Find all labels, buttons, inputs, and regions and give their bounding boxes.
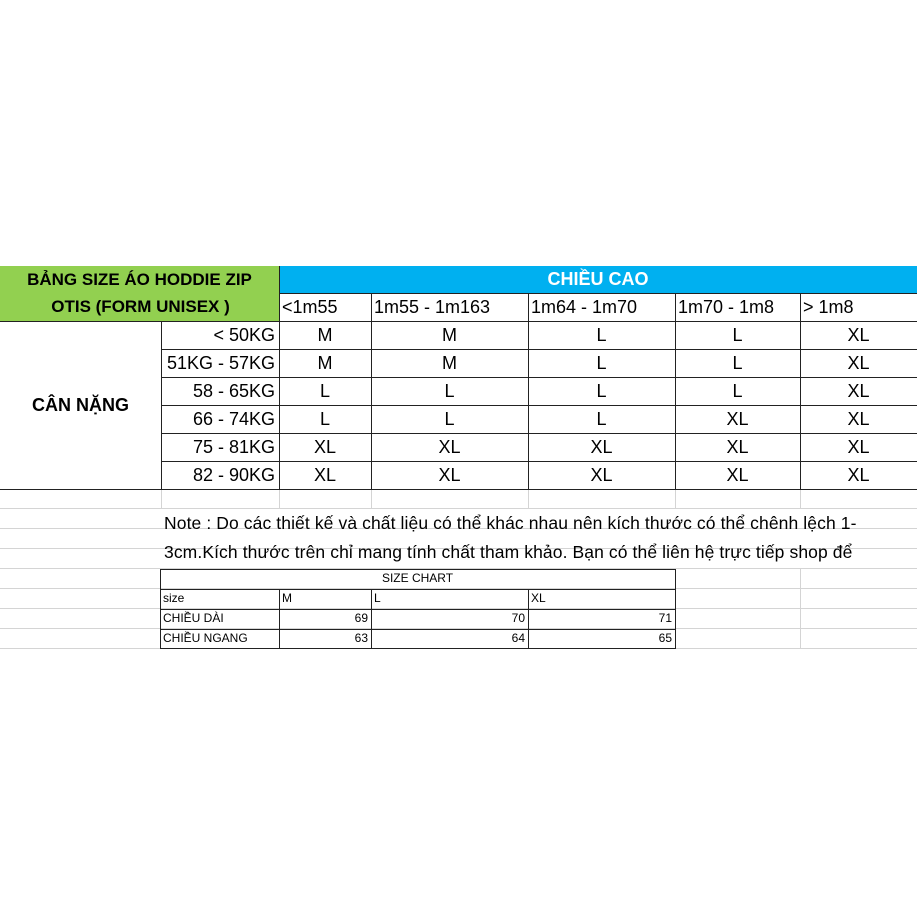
size-chart-value: 70 bbox=[511, 611, 525, 625]
size-cell: L bbox=[596, 325, 607, 345]
height-column-header: 1m64 - 1m70 bbox=[531, 297, 638, 317]
size-chart-header: L bbox=[374, 591, 381, 605]
size-cell: L bbox=[596, 381, 607, 401]
weight-range: 66 - 74KG bbox=[192, 409, 275, 429]
height-column-header: 1m55 - 1m163 bbox=[374, 297, 491, 317]
border bbox=[800, 293, 801, 489]
border bbox=[161, 461, 917, 462]
grid-vline bbox=[675, 489, 676, 509]
border bbox=[279, 589, 280, 649]
border bbox=[160, 569, 161, 649]
size-cell: XL bbox=[438, 465, 461, 485]
border bbox=[161, 405, 917, 406]
border bbox=[528, 589, 529, 649]
size-chart-value: 69 bbox=[354, 611, 368, 625]
height-header: CHIỀU CAO bbox=[279, 266, 917, 293]
size-cell: XL bbox=[726, 437, 749, 457]
height-column-header: 1m70 - 1m8 bbox=[678, 297, 775, 317]
weight-range: 82 - 90KG bbox=[192, 465, 275, 485]
size-cell: L bbox=[596, 409, 607, 429]
border bbox=[528, 293, 529, 489]
size-cell: XL bbox=[847, 437, 870, 457]
border bbox=[279, 266, 280, 489]
border bbox=[371, 589, 372, 649]
height-column-header: <1m55 bbox=[282, 297, 338, 317]
size-chart-value: 63 bbox=[354, 631, 368, 645]
size-cell: L bbox=[596, 353, 607, 373]
size-cell: XL bbox=[726, 409, 749, 429]
size-cell: L bbox=[319, 409, 330, 429]
size-cell: XL bbox=[847, 409, 870, 429]
size-cell: L bbox=[444, 381, 455, 401]
size-cell: M bbox=[442, 325, 457, 345]
size-chart-value: 64 bbox=[511, 631, 525, 645]
size-cell: XL bbox=[847, 325, 870, 345]
border bbox=[160, 648, 676, 649]
note-line-2: 3cm.Kích thước trên chỉ mang tính chất tham khảo. Bạn có thể liên hệ trực tiếp shop để bbox=[164, 542, 853, 562]
size-cell: M bbox=[317, 353, 333, 373]
border bbox=[0, 489, 917, 490]
border bbox=[161, 321, 162, 489]
border bbox=[675, 569, 676, 649]
size-chart-title: SIZE CHART bbox=[381, 571, 454, 585]
border bbox=[161, 433, 917, 434]
border bbox=[161, 349, 917, 350]
size-cell: XL bbox=[590, 465, 613, 485]
size-cell: XL bbox=[313, 437, 337, 457]
border bbox=[279, 293, 917, 294]
grid-vline bbox=[528, 489, 529, 509]
border bbox=[160, 629, 675, 630]
weight-range: < 50KG bbox=[213, 325, 275, 345]
size-chart-header: XL bbox=[531, 591, 546, 605]
size-chart-header: M bbox=[282, 591, 292, 605]
height-column-header: > 1m8 bbox=[803, 297, 854, 317]
size-cell: L bbox=[732, 353, 743, 373]
size-cell: XL bbox=[726, 465, 749, 485]
title-line-1: BẢNG SIZE ÁO HODDIE ZIP bbox=[27, 270, 252, 289]
size-cell: M bbox=[317, 325, 333, 345]
grid-vline bbox=[161, 489, 162, 509]
size-cell: XL bbox=[847, 381, 870, 401]
size-cell: XL bbox=[847, 353, 870, 373]
size-chart-value: 71 bbox=[658, 611, 672, 625]
border bbox=[160, 569, 675, 570]
size-chart-value: 65 bbox=[658, 631, 672, 645]
border bbox=[160, 589, 675, 590]
grid-vline bbox=[279, 489, 280, 509]
border bbox=[675, 293, 676, 489]
size-cell: XL bbox=[847, 465, 870, 485]
size-cell: L bbox=[444, 409, 455, 429]
weight-range: 58 - 65KG bbox=[192, 381, 275, 401]
size-chart-measure: CHIỀU NGANG bbox=[163, 631, 248, 645]
border bbox=[160, 609, 675, 610]
border bbox=[0, 321, 917, 322]
grid-vline bbox=[800, 568, 801, 648]
grid-vline bbox=[800, 489, 801, 509]
weight-range: 75 - 81KG bbox=[192, 437, 275, 457]
title-line-2: OTIS (FORM UNISEX ) bbox=[51, 297, 230, 316]
note-line-1: Note : Do các thiết kế và chất liệu có thể khác nhau nên kích thước có thể chênh lệch 1- bbox=[164, 513, 857, 533]
size-cell: L bbox=[732, 325, 743, 345]
border bbox=[371, 293, 372, 489]
size-cell: M bbox=[442, 353, 457, 373]
size-cell: L bbox=[319, 381, 330, 401]
size-cell: L bbox=[732, 381, 743, 401]
weight-header: CÂN NẶNG bbox=[32, 395, 129, 415]
size-chart-measure: CHIỀU DÀI bbox=[163, 611, 224, 625]
weight-range: 51KG - 57KG bbox=[166, 353, 275, 373]
border bbox=[161, 377, 917, 378]
size-chart-header: size bbox=[163, 591, 185, 605]
size-cell: XL bbox=[313, 465, 337, 485]
size-cell: XL bbox=[438, 437, 461, 457]
size-cell: XL bbox=[590, 437, 613, 457]
grid-vline bbox=[371, 489, 372, 509]
